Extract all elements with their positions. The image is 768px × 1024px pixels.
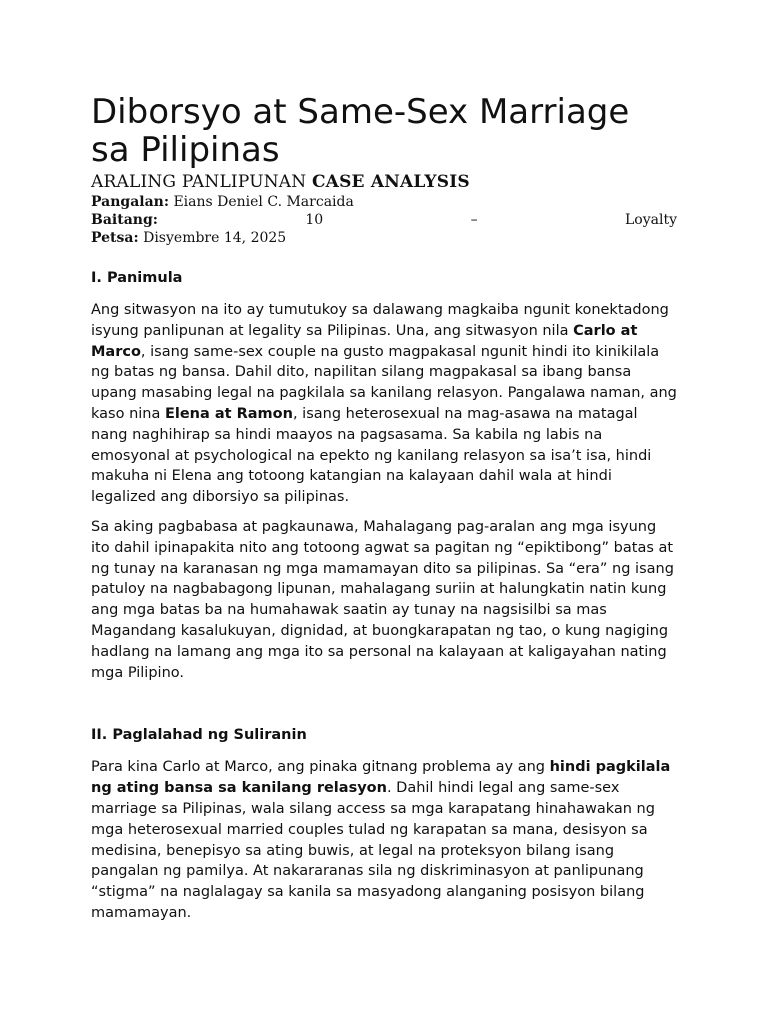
grade-number: 10	[305, 212, 324, 228]
name-label: Pangalan:	[91, 194, 169, 210]
subtitle-bold: CASE ANALYSIS	[311, 172, 470, 192]
title-line-2: sa Pilipinas	[91, 130, 280, 170]
s1-p1-bold-elena-ramon: Elena at Ramon	[164, 405, 293, 422]
s2-p1-part-a: Para kina Carlo at Marco, ang pinaka gitnang problema ay ang	[91, 759, 550, 776]
s2-p1-part-c: . Dahil hindi legal ang same-sex marriage sa Pilipinas, wala silang access sa mga karapatang hinahawakan ng mga heterosexual married couples tulad ng karapatan sa mana, desisyon sa medisina, benepisyo sa ating buwis, at legal na proteksyon bilang isang pangalan ng pamilya. At nakararanas sila ng diskriminasyon at panlipunang “stigma” na naglalagay sa kanila sa masyadong alanganing posisyon bilang mamamayan.	[91, 780, 655, 921]
s1-p1-bold-carlo-marco: Carlo at Marco	[91, 322, 638, 360]
document-title	[91, 93, 677, 169]
s1-p1-part-c: , isang same-sex couple na gusto magpakasal ngunit hindi ito kinikilala ng batas ng bansa. Dahil dito, napilitan silang magpakasal sa ibang bansa upang masabing legal na pagkilala sa kanilang relasyon. Pangalawa naman, ang kaso nina	[91, 343, 677, 422]
s2-p1-bold-hindi-pagkilala: hindi pagkilala ng ating bansa sa kanilang relasyon	[91, 759, 671, 797]
name-value: Eians Deniel C. Marcaida	[169, 194, 354, 210]
document-page	[91, 93, 677, 924]
s1-p1-part-e: , isang heterosexual na mag-asawa na matagal nang naghihirap sa hindi maayos na pagsasama. Sa kabila ng labis na emosyonal at psychological na epekto ng kanilang relasyon sa isa’t isa, hindi makuha ni Elena ang totoong katangian na kalayaan dahil wala at hindi legalized ang diborsiyo sa pilipinas.	[91, 405, 652, 506]
grade-label: Baitang:	[91, 212, 158, 228]
grade-line	[91, 211, 677, 229]
section-1-heading: I. Panimula	[91, 270, 183, 286]
s1-p1-part-a: Ang sitwasyon na ito ay tumutukoy sa dalawang magkaiba ngunit konektadong isyung panlipunan at legality sa Pilipinas. Una, ang sitwasyon nila	[91, 302, 669, 339]
date-label: Petsa:	[91, 230, 139, 246]
section-1-paragraph-1	[91, 300, 677, 508]
grade-section: Loyalty	[625, 212, 677, 228]
title-line-1: Diborsyo at Same-Sex Marriage	[91, 92, 630, 132]
subtitle-plain: ARALING PANLIPUNAN	[91, 172, 312, 192]
section-1-paragraph-2: Sa aking pagbabasa at pagkaunawa, Mahalagang pag-aralan ang mga isyung ito dahil ipinapakita nito ang totoong agwat sa pagitan ng “epiktibong” batas at ng tunay na karanasan ng mga mamamayan dito sa pilipinas. Sa “era” ng isang patuloy na nagbabagong lipunan, mahalagang suriin at halungkatin natin kung ang mga batas ba na humahawak saatin ay tunay na nagsisilbi sa mas Magandang kasalukuyan, dignidad, at buongkarapatan ng tao, o kung nagiging hadlang na lamang ang mga ito sa personal na kalayaan at kaligayahan nating mga Pilipino.	[91, 518, 674, 681]
name-line	[91, 193, 677, 211]
section-2-paragraph-1	[91, 757, 677, 923]
document-subtitle	[91, 171, 677, 193]
date-value: Disyembre 14, 2025	[138, 230, 287, 246]
date-line	[91, 229, 677, 247]
section-2-heading: II. Paglalahad ng Suliranin	[91, 727, 307, 744]
grade-dash: –	[470, 212, 478, 228]
